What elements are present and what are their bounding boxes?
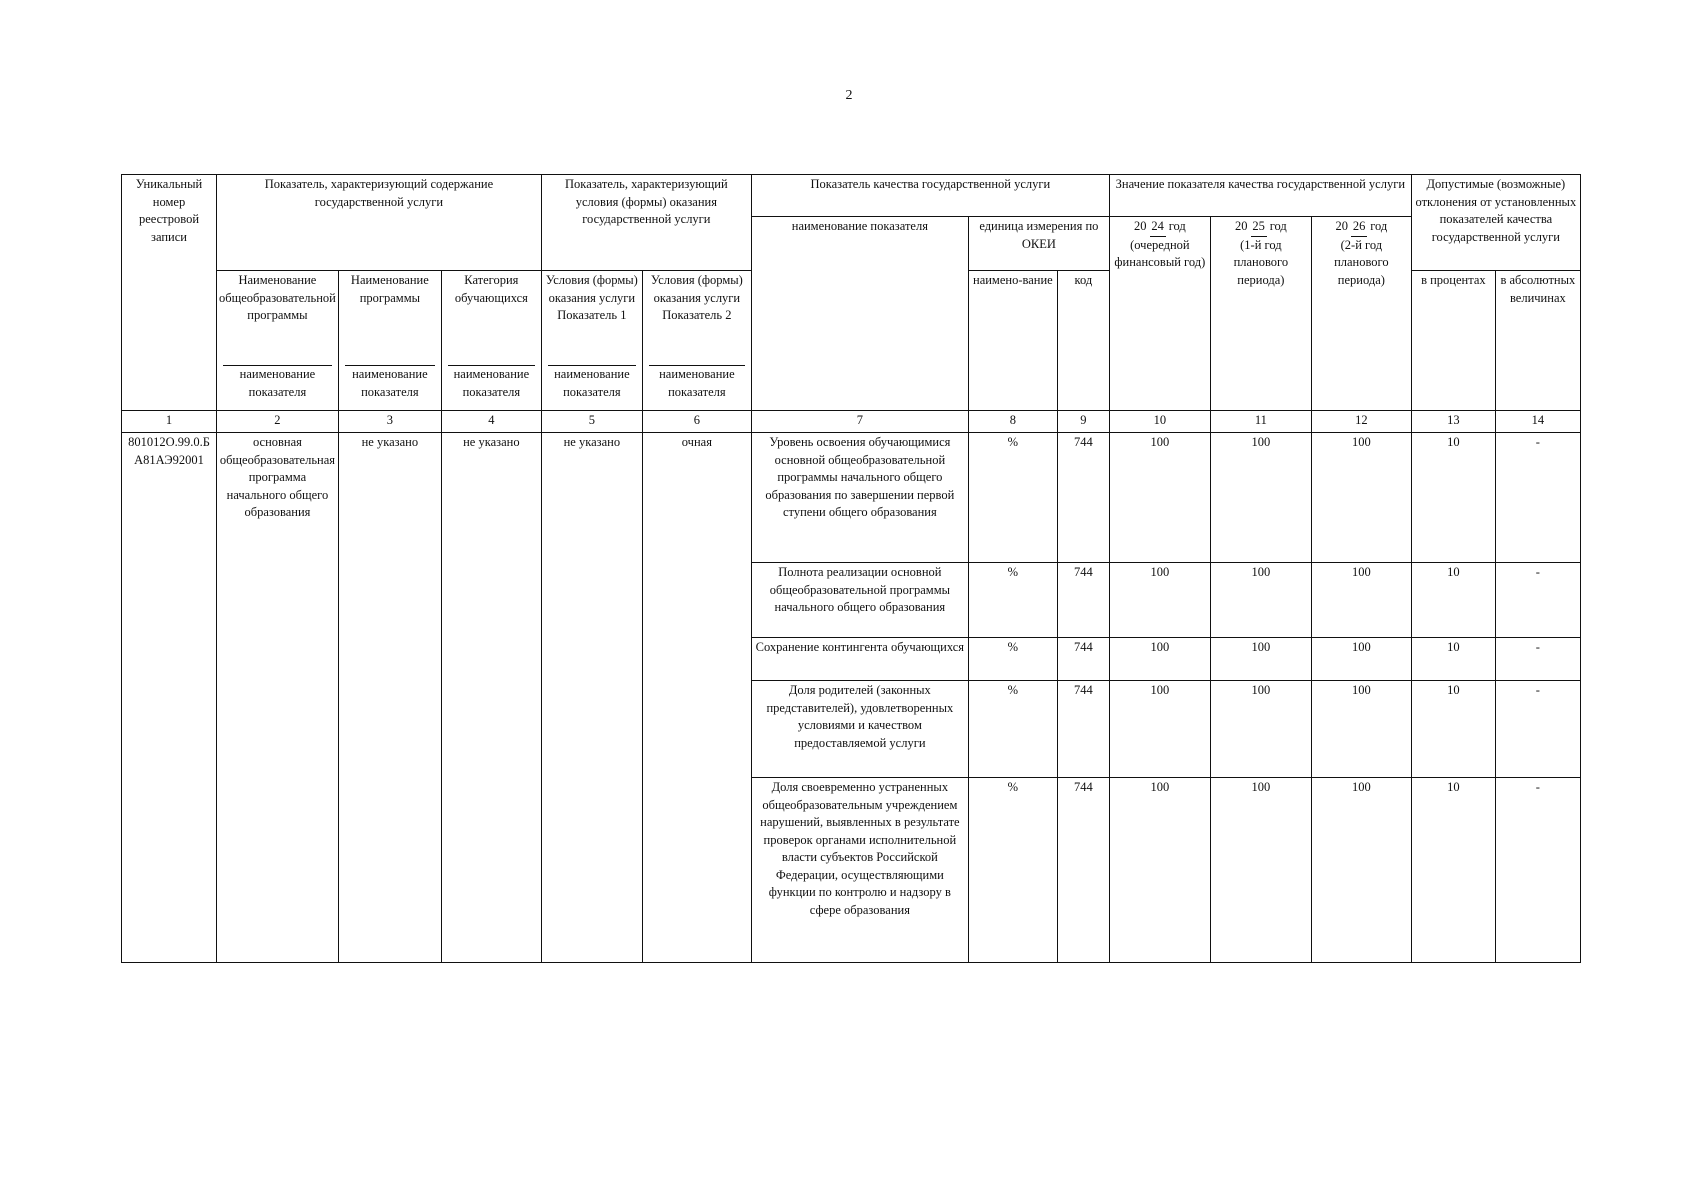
value-2024-cell: 100 xyxy=(1109,638,1210,681)
indicator-name-cell: Доля родителей (законных представителей), удовлетворенных условиями и качеством предоставляемой услуги xyxy=(751,681,968,778)
percent-cell: 10 xyxy=(1411,433,1495,563)
indicator-name-cell: Уровень освоения обучающимися основной общеобразовательной программы начального общего образования по завершении первой ступени общего образования xyxy=(751,433,968,563)
program-cell: основная общеобразовательная программа начального общего образования xyxy=(217,433,339,963)
column-number: 14 xyxy=(1495,411,1580,433)
unit-code-subheader: код xyxy=(1057,271,1109,411)
year-2024-desc: (очередной финансовый год) xyxy=(1114,237,1206,269)
year-2024-header: 20 24 год (очередной финансовый год) xyxy=(1109,217,1210,411)
value-2026-cell: 100 xyxy=(1311,433,1411,563)
year-2024-value: 24 xyxy=(1150,218,1166,237)
value-2026-cell: 100 xyxy=(1311,778,1411,963)
column-number: 9 xyxy=(1057,411,1109,433)
table-row xyxy=(122,433,1581,563)
unit-cell: % xyxy=(968,778,1057,963)
unit-name-subheader: наимено-вание xyxy=(968,271,1057,411)
code-cell: 744 xyxy=(1057,563,1109,638)
condition1-subheader: Условия (формы) оказания услуги Показатель 1 наименование показателя xyxy=(541,271,642,411)
column-number: 7 xyxy=(751,411,968,433)
percent-cell: 10 xyxy=(1411,563,1495,638)
absolute-cell: - xyxy=(1495,563,1580,638)
value-2024-cell: 100 xyxy=(1109,563,1210,638)
column-number: 12 xyxy=(1311,411,1411,433)
absolute-cell: - xyxy=(1495,778,1580,963)
percent-subheader: в процентах xyxy=(1411,271,1495,411)
column-number: 3 xyxy=(338,411,441,433)
indicator-name-cell: Доля своевременно устраненных общеобразовательным учреждением нарушений, выявленных в результате проверок органами исполнительной власти субъектов Российской Федерации, осуществляющими функции по контролю и надзору в сфере образования xyxy=(751,778,968,963)
absolute-cell: - xyxy=(1495,681,1580,778)
percent-cell: 10 xyxy=(1411,681,1495,778)
unit-cell: % xyxy=(968,563,1057,638)
unit-cell: % xyxy=(968,433,1057,563)
year-2026-value: 26 xyxy=(1351,218,1367,237)
category-cell: не указано xyxy=(441,433,541,963)
indicator-name-cell: Сохранение контингента обучающихся xyxy=(751,638,968,681)
conditions-indicator-header: Показатель, характеризующий условия (формы) оказания государственной услуги xyxy=(541,175,751,271)
condition2-subheader: Условия (формы) оказания услуги Показатель 2 наименование показателя xyxy=(642,271,751,411)
column-number: 6 xyxy=(642,411,751,433)
value-2025-cell: 100 xyxy=(1210,681,1311,778)
page-number: 2 xyxy=(845,88,853,103)
category-subheader: Категория обучающихся наименование показателя xyxy=(441,271,541,411)
percent-cell: 10 xyxy=(1411,638,1495,681)
quality-indicator-header: Показатель качества государственной услуги xyxy=(751,175,1109,217)
value-2025-cell: 100 xyxy=(1210,638,1311,681)
code-cell: 744 xyxy=(1057,638,1109,681)
program-name-cell: не указано xyxy=(338,433,441,963)
value-2025-cell: 100 xyxy=(1210,563,1311,638)
column-number: 4 xyxy=(441,411,541,433)
value-2025-cell: 100 xyxy=(1210,778,1311,963)
indicator-value-header: Значение показателя качества государственной услуги xyxy=(1109,175,1411,217)
okei-unit-header: единица измерения по ОКЕИ xyxy=(968,217,1109,271)
value-2025-cell: 100 xyxy=(1210,433,1311,563)
code-cell: 744 xyxy=(1057,778,1109,963)
absolute-cell: - xyxy=(1495,433,1580,563)
column-number: 13 xyxy=(1411,411,1495,433)
column-number: 2 xyxy=(217,411,339,433)
absolute-subheader: в абсолютных величинах xyxy=(1495,271,1580,411)
deviation-header: Допустимые (возможные) отклонения от установленных показателей качества государственной услуги xyxy=(1411,175,1580,271)
condition1-cell: не указано xyxy=(541,433,642,963)
year-2026-header: 20 26 год (2-й год планового периода) xyxy=(1311,217,1411,411)
value-2026-cell: 100 xyxy=(1311,638,1411,681)
unit-cell: % xyxy=(968,681,1057,778)
registry-number-header: Уникальный номер реестровой записи xyxy=(122,175,217,411)
column-number: 5 xyxy=(541,411,642,433)
column-number: 8 xyxy=(968,411,1057,433)
percent-cell: 10 xyxy=(1411,778,1495,963)
code-cell: 744 xyxy=(1057,433,1109,563)
value-2026-cell: 100 xyxy=(1311,681,1411,778)
indicator-name-header: наименование показателя xyxy=(751,217,968,411)
indicator-name-cell: Полнота реализации основной общеобразовательной программы начального общего образования xyxy=(751,563,968,638)
value-2026-cell: 100 xyxy=(1311,563,1411,638)
code-cell: 744 xyxy=(1057,681,1109,778)
year-2025-header: 20 25 год (1-й год планового периода) xyxy=(1210,217,1311,411)
column-number: 10 xyxy=(1109,411,1210,433)
absolute-cell: - xyxy=(1495,638,1580,681)
year-2025-desc: (1-й год планового периода) xyxy=(1233,237,1289,287)
program-subheader: Наименование общеобразовательной программы наименование показателя xyxy=(217,271,339,411)
column-number: 11 xyxy=(1210,411,1311,433)
column-numbers-row xyxy=(122,411,1581,433)
value-2024-cell: 100 xyxy=(1109,681,1210,778)
value-2024-cell: 100 xyxy=(1109,433,1210,563)
quality-indicators-table xyxy=(121,174,1581,963)
registry-number-cell: 801012О.99.0.БА81АЭ92001 xyxy=(122,433,217,963)
program-name-subheader: Наименование программы наименование показателя xyxy=(338,271,441,411)
content-indicator-header: Показатель, характеризующий содержание государственной услуги xyxy=(217,175,542,271)
condition2-cell: очная xyxy=(642,433,751,963)
year-2026-desc: (2-й год планового периода) xyxy=(1334,237,1389,287)
value-2024-cell: 100 xyxy=(1109,778,1210,963)
column-number: 1 xyxy=(122,411,217,433)
unit-cell: % xyxy=(968,638,1057,681)
year-2025-value: 25 xyxy=(1251,218,1267,237)
